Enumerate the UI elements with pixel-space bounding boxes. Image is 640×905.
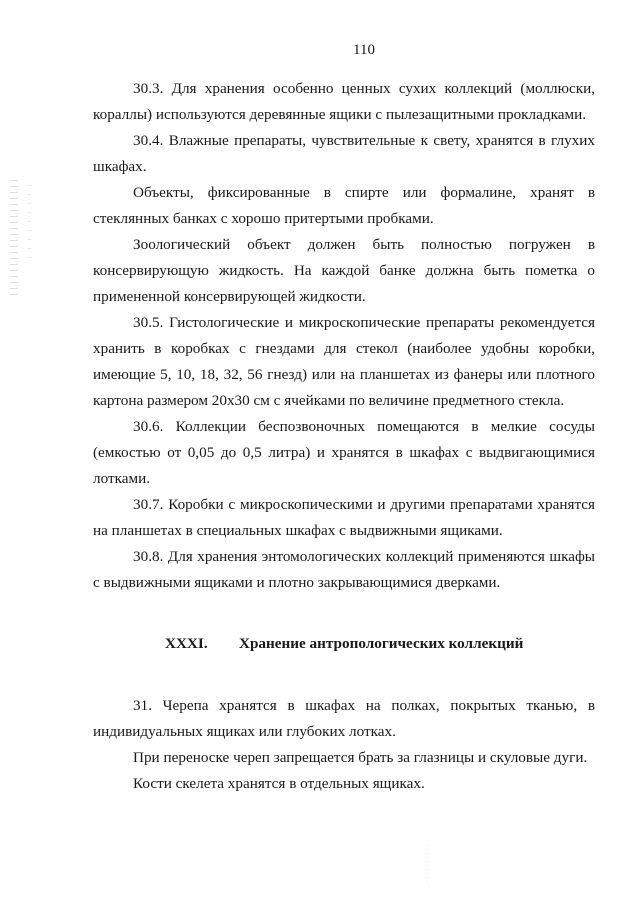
paragraph-30-5: 30.5. Гистологические и микроскопические препараты рекомендуется хранить в коробках с гнездами для стекол (наиболее удобны коробки, имеющие 5, 10, 18, 32, 56 гнезд) или на планшетах из фанеры или плотного картона размером 20х30 см с ячейками по величине предметного стекла. (93, 314, 595, 409)
scan-artifact (28, 185, 31, 265)
paragraph-30-4: 30.4. Влажные препараты, чувствительные к свету, хранятся в глухих шкафах. (93, 132, 595, 175)
section-number: XXXI. (165, 635, 208, 652)
paragraph-zoological-object: Зоологический объект должен быть полностью погружен в консервирующую жидкость. На каждой банке должна быть пометка о примененной консервирующей жидкости. (93, 236, 595, 305)
paragraph-skeleton-bones: Кости скелета хранятся в отдельных ящиках. (133, 775, 425, 792)
page-number: 110 (353, 42, 375, 58)
scan-artifact (426, 845, 428, 885)
section-title: Хранение антропологических коллекций (239, 635, 524, 652)
paragraph-30-8: 30.8. Для хранения энтомологических коллекций применяются шкафы с выдвижными ящиками и плотно закрывающимися дверками. (93, 548, 595, 591)
paragraph-30-6: 30.6. Коллекции беспозвоночных помещаются в мелкие сосуды (емкостью от 0,05 до 0,5 литра) и хранятся в шкафах с выдвигающимися лотками. (93, 418, 595, 487)
paragraph-30-3: 30.3. Для хранения особенно ценных сухих коллекций (моллюски, кораллы) используются деревянные ящики с пылезащитными прокладками. (93, 80, 595, 123)
paragraph-alcohol-objects: Объекты, фиксированные в спирте или формалине, хранят в стеклянных банках с хорошо притертыми пробками. (93, 184, 595, 227)
paragraph-31: 31. Черепа хранятся в шкафах на полках, покрытых тканью, в индивидуальных ящиках или глубоких лотках. (93, 697, 595, 740)
paragraph-30-7: 30.7. Коробки с микроскопическими и другими препаратами хранятся на планшетах в специальных шкафах с выдвижными ящиками. (93, 496, 595, 539)
paragraph-skull-carrying: При переноске череп запрещается брать за глазницы и скуловые дуги. (133, 749, 588, 766)
scan-artifact (10, 180, 18, 300)
section-heading (93, 631, 595, 657)
